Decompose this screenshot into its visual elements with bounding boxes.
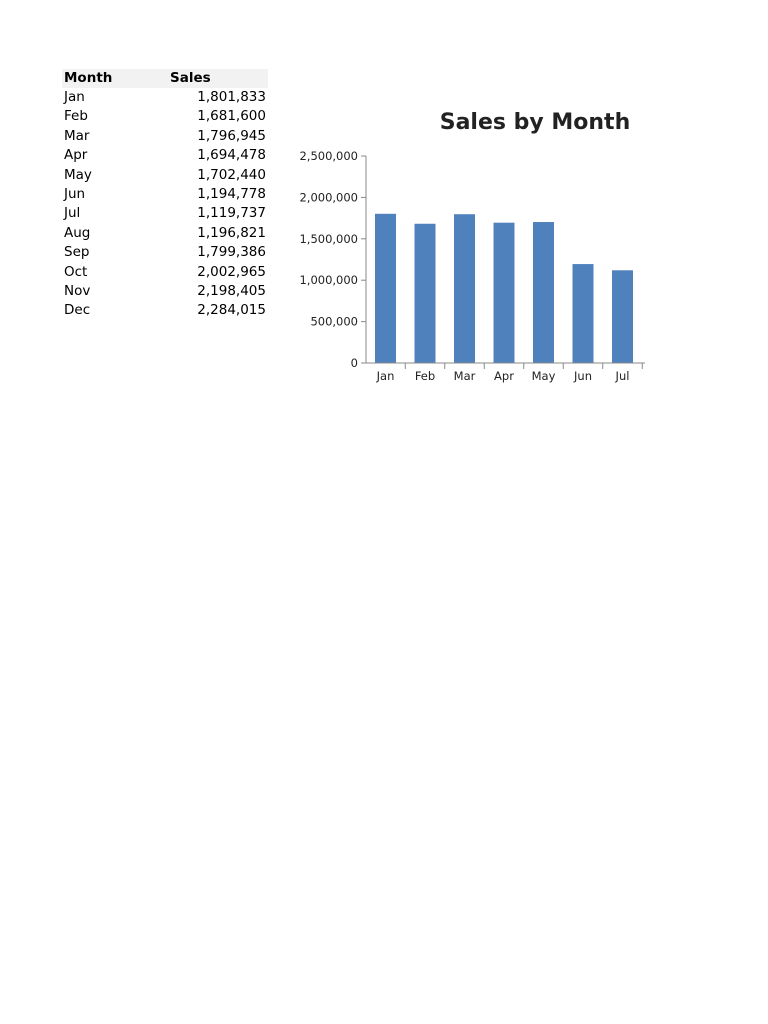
y-tick-label: 2,500,000 — [299, 149, 358, 163]
sales-table — [62, 69, 268, 321]
month-cell: Oct — [64, 263, 88, 280]
table-row — [62, 166, 268, 185]
sales-cell: 2,284,015 — [197, 302, 266, 319]
month-cell: May — [64, 166, 92, 183]
sales-bar-chart — [285, 95, 645, 400]
table-row — [62, 282, 268, 301]
table-row — [62, 301, 268, 320]
month-column-header: Month — [62, 69, 166, 88]
x-tick-label: Apr — [494, 369, 514, 383]
table-header-row — [62, 69, 268, 88]
month-cell: Mar — [64, 127, 90, 144]
x-tick-label: Feb — [414, 369, 436, 383]
bar-feb — [415, 224, 436, 363]
sales-column-header: Sales — [166, 69, 268, 88]
bar-mar — [454, 214, 475, 363]
table-row — [62, 88, 268, 107]
month-cell: Sep — [64, 244, 90, 261]
table-body — [62, 88, 268, 321]
x-tick-label: Jan — [376, 369, 395, 383]
table-row — [62, 263, 268, 282]
chart-title: Sales by Month — [439, 110, 631, 135]
table-row — [62, 146, 268, 165]
x-tick-label: Jun — [574, 369, 592, 383]
month-cell: Nov — [64, 283, 91, 300]
table-row — [62, 185, 268, 204]
x-tick-label: Mar — [453, 369, 476, 383]
month-cell: Jun — [64, 186, 86, 203]
x-tick-label: Jul — [615, 369, 630, 383]
bar-jun — [573, 264, 594, 363]
y-tick-label: 0 — [350, 356, 358, 370]
sales-cell: 1,119,737 — [197, 205, 266, 222]
month-cell: Aug — [64, 224, 91, 241]
y-tick-label: 2,000,000 — [299, 190, 358, 205]
y-axis — [299, 149, 366, 370]
x-tick-label: May — [531, 369, 556, 383]
sales-cell: 1,694,478 — [197, 147, 266, 164]
bars — [375, 214, 633, 363]
table-row — [62, 204, 268, 223]
sales-cell: 1,796,945 — [197, 127, 266, 144]
sales-cell: 1,799,386 — [197, 244, 266, 261]
bar-jul — [612, 270, 633, 363]
sales-cell: 2,002,965 — [197, 263, 266, 280]
sales-cell: 1,194,778 — [197, 186, 266, 203]
table-row — [62, 107, 268, 126]
y-tick-label: 1,000,000 — [299, 273, 358, 288]
month-cell: Apr — [64, 147, 88, 164]
month-cell: Jan — [64, 89, 85, 105]
table-row — [62, 224, 268, 243]
bar-jan — [375, 214, 396, 363]
table-row — [62, 127, 268, 146]
sales-cell: 1,801,833 — [197, 89, 266, 105]
month-cell: Feb — [64, 108, 88, 125]
sales-cell: 1,681,600 — [197, 108, 266, 125]
bar-apr — [494, 223, 515, 363]
y-tick-label: 1,500,000 — [299, 231, 358, 246]
bar-may — [533, 222, 554, 363]
month-cell: Dec — [64, 302, 91, 319]
table-row — [62, 243, 268, 262]
x-axis — [366, 363, 645, 383]
sales-cell: 1,196,821 — [197, 224, 266, 241]
sales-cell: 2,198,405 — [197, 283, 266, 300]
y-tick-label: 500,000 — [310, 314, 358, 329]
month-cell: Jul — [64, 205, 81, 222]
sales-cell: 1,702,440 — [197, 166, 266, 183]
